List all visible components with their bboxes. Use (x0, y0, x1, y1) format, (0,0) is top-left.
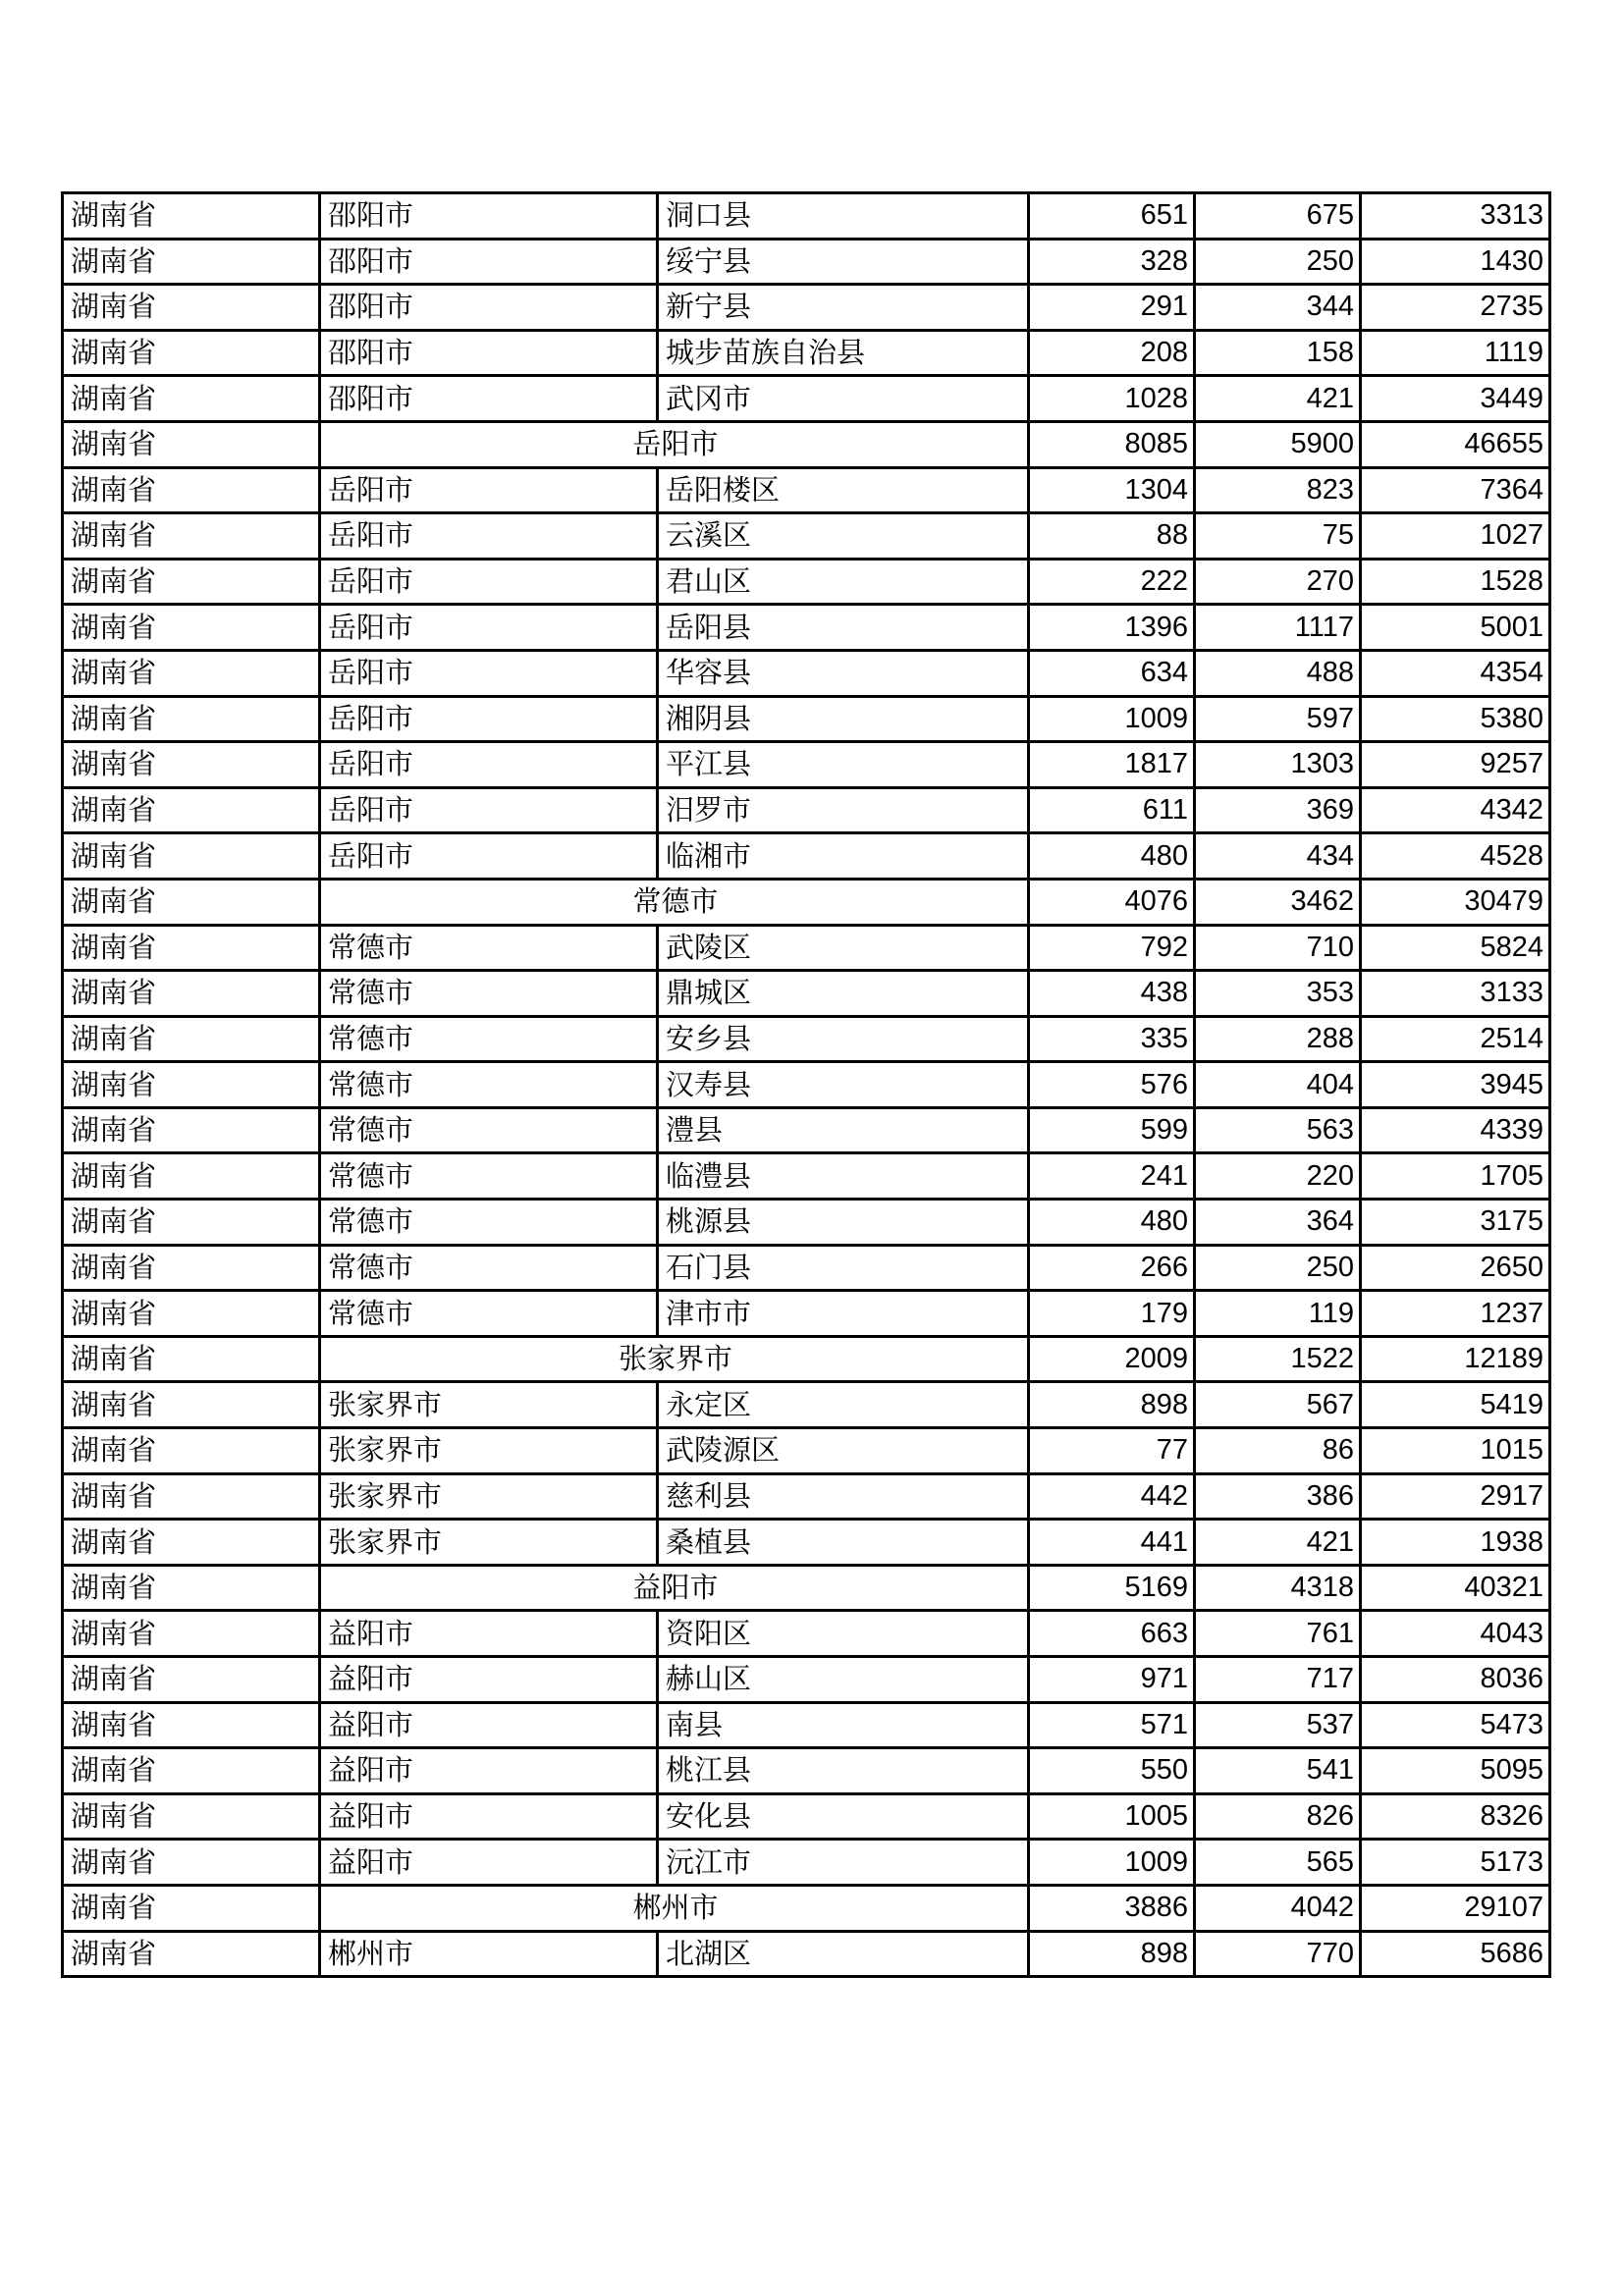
province-cell: 湖南省 (63, 1611, 320, 1657)
city-total-cell: 张家界市 (320, 1336, 1029, 1382)
county-cell: 汉寿县 (658, 1062, 1029, 1108)
table-row (63, 1793, 1550, 1840)
county-cell: 桃源县 (658, 1200, 1029, 1246)
city-cell: 益阳市 (320, 1793, 658, 1840)
value-cell-3: 2735 (1361, 285, 1550, 331)
value-cell-3: 2650 (1361, 1245, 1550, 1291)
province-cell: 湖南省 (63, 559, 320, 605)
table-row (63, 1291, 1550, 1337)
value-cell-1: 1396 (1029, 605, 1195, 651)
city-cell: 张家界市 (320, 1428, 658, 1474)
value-cell-1: 1009 (1029, 1840, 1195, 1886)
value-cell-2: 4042 (1195, 1885, 1361, 1931)
county-cell: 临湘市 (658, 833, 1029, 880)
value-cell-2: 761 (1195, 1611, 1361, 1657)
value-cell-2: 5900 (1195, 421, 1361, 467)
province-cell: 湖南省 (63, 742, 320, 788)
data-table (61, 191, 1551, 1978)
value-cell-1: 1028 (1029, 376, 1195, 422)
table-row (63, 330, 1550, 376)
value-cell-2: 344 (1195, 285, 1361, 331)
table-row (63, 1473, 1550, 1520)
table-row (63, 1062, 1550, 1108)
value-cell-2: 3462 (1195, 879, 1361, 925)
county-cell: 岳阳楼区 (658, 467, 1029, 513)
value-cell-2: 119 (1195, 1291, 1361, 1337)
table-row (63, 285, 1550, 331)
city-total-cell: 常德市 (320, 879, 1029, 925)
province-cell: 湖南省 (63, 1657, 320, 1703)
table-row (63, 650, 1550, 696)
value-cell-1: 8085 (1029, 421, 1195, 467)
value-cell-2: 563 (1195, 1107, 1361, 1153)
value-cell-2: 434 (1195, 833, 1361, 880)
county-cell: 桑植县 (658, 1520, 1029, 1566)
value-cell-3: 5173 (1361, 1840, 1550, 1886)
value-cell-3: 7364 (1361, 467, 1550, 513)
table-row-city-total (63, 879, 1550, 925)
province-cell: 湖南省 (63, 1200, 320, 1246)
value-cell-2: 826 (1195, 1793, 1361, 1840)
value-cell-2: 421 (1195, 1520, 1361, 1566)
value-cell-1: 441 (1029, 1520, 1195, 1566)
value-cell-3: 4528 (1361, 833, 1550, 880)
value-cell-1: 1304 (1029, 467, 1195, 513)
value-cell-3: 40321 (1361, 1565, 1550, 1611)
value-cell-3: 1119 (1361, 330, 1550, 376)
value-cell-1: 442 (1029, 1473, 1195, 1520)
county-cell: 湘阴县 (658, 696, 1029, 742)
city-cell: 益阳市 (320, 1840, 658, 1886)
city-cell: 岳阳市 (320, 833, 658, 880)
county-cell: 安乡县 (658, 1016, 1029, 1062)
value-cell-3: 3449 (1361, 376, 1550, 422)
value-cell-3: 5686 (1361, 1931, 1550, 1977)
province-cell: 湖南省 (63, 1885, 320, 1931)
table-row (63, 696, 1550, 742)
city-cell: 岳阳市 (320, 513, 658, 560)
city-cell: 益阳市 (320, 1702, 658, 1748)
province-cell: 湖南省 (63, 1107, 320, 1153)
value-cell-2: 4318 (1195, 1565, 1361, 1611)
value-cell-2: 710 (1195, 925, 1361, 971)
province-cell: 湖南省 (63, 376, 320, 422)
county-cell: 慈利县 (658, 1473, 1029, 1520)
value-cell-3: 5095 (1361, 1748, 1550, 1794)
city-cell: 岳阳市 (320, 787, 658, 833)
city-cell: 邵阳市 (320, 330, 658, 376)
value-cell-1: 179 (1029, 1291, 1195, 1337)
city-total-cell: 岳阳市 (320, 421, 1029, 467)
value-cell-2: 369 (1195, 787, 1361, 833)
province-cell: 湖南省 (63, 421, 320, 467)
value-cell-1: 792 (1029, 925, 1195, 971)
value-cell-3: 1938 (1361, 1520, 1550, 1566)
county-cell: 武冈市 (658, 376, 1029, 422)
city-cell: 常德市 (320, 1016, 658, 1062)
table-row (63, 971, 1550, 1017)
province-cell: 湖南省 (63, 239, 320, 285)
value-cell-3: 3313 (1361, 193, 1550, 240)
city-cell: 岳阳市 (320, 467, 658, 513)
province-cell: 湖南省 (63, 1153, 320, 1200)
table-row (63, 1428, 1550, 1474)
value-cell-1: 599 (1029, 1107, 1195, 1153)
value-cell-2: 823 (1195, 467, 1361, 513)
value-cell-2: 1303 (1195, 742, 1361, 788)
table-row (63, 1657, 1550, 1703)
city-cell: 常德市 (320, 925, 658, 971)
county-cell: 澧县 (658, 1107, 1029, 1153)
value-cell-1: 291 (1029, 285, 1195, 331)
value-cell-1: 898 (1029, 1382, 1195, 1428)
value-cell-2: 250 (1195, 1245, 1361, 1291)
value-cell-2: 1117 (1195, 605, 1361, 651)
province-cell: 湖南省 (63, 879, 320, 925)
value-cell-1: 571 (1029, 1702, 1195, 1748)
table-row (63, 1200, 1550, 1246)
value-cell-1: 222 (1029, 559, 1195, 605)
province-cell: 湖南省 (63, 1245, 320, 1291)
value-cell-1: 438 (1029, 971, 1195, 1017)
table-row (63, 1153, 1550, 1200)
county-cell: 城步苗族自治县 (658, 330, 1029, 376)
value-cell-1: 5169 (1029, 1565, 1195, 1611)
value-cell-3: 5419 (1361, 1382, 1550, 1428)
province-cell: 湖南省 (63, 833, 320, 880)
value-cell-3: 5824 (1361, 925, 1550, 971)
city-cell: 常德市 (320, 1200, 658, 1246)
city-cell: 益阳市 (320, 1657, 658, 1703)
county-cell: 鼎城区 (658, 971, 1029, 1017)
value-cell-1: 335 (1029, 1016, 1195, 1062)
value-cell-1: 1005 (1029, 1793, 1195, 1840)
value-cell-3: 1705 (1361, 1153, 1550, 1200)
value-cell-3: 5001 (1361, 605, 1550, 651)
value-cell-3: 8036 (1361, 1657, 1550, 1703)
value-cell-1: 611 (1029, 787, 1195, 833)
table-row (63, 467, 1550, 513)
table-row-city-total (63, 1885, 1550, 1931)
city-cell: 岳阳市 (320, 605, 658, 651)
value-cell-2: 270 (1195, 559, 1361, 605)
county-cell: 永定区 (658, 1382, 1029, 1428)
table-row (63, 1107, 1550, 1153)
value-cell-1: 1009 (1029, 696, 1195, 742)
province-cell: 湖南省 (63, 193, 320, 240)
table-row (63, 1931, 1550, 1977)
city-cell: 益阳市 (320, 1748, 658, 1794)
value-cell-1: 480 (1029, 1200, 1195, 1246)
city-cell: 常德市 (320, 1153, 658, 1200)
city-total-cell: 郴州市 (320, 1885, 1029, 1931)
province-cell: 湖南省 (63, 696, 320, 742)
province-cell: 湖南省 (63, 513, 320, 560)
county-cell: 赫山区 (658, 1657, 1029, 1703)
county-cell: 沅江市 (658, 1840, 1029, 1886)
value-cell-2: 86 (1195, 1428, 1361, 1474)
value-cell-3: 5380 (1361, 696, 1550, 742)
table-row (63, 787, 1550, 833)
province-cell: 湖南省 (63, 1520, 320, 1566)
province-cell: 湖南省 (63, 330, 320, 376)
county-cell: 安化县 (658, 1793, 1029, 1840)
city-cell: 常德市 (320, 1107, 658, 1153)
value-cell-2: 717 (1195, 1657, 1361, 1703)
value-cell-1: 77 (1029, 1428, 1195, 1474)
county-cell: 武陵区 (658, 925, 1029, 971)
city-cell: 邵阳市 (320, 193, 658, 240)
table-row-city-total (63, 421, 1550, 467)
city-cell: 岳阳市 (320, 696, 658, 742)
table-row (63, 1611, 1550, 1657)
value-cell-2: 597 (1195, 696, 1361, 742)
value-cell-3: 4342 (1361, 787, 1550, 833)
county-cell: 华容县 (658, 650, 1029, 696)
county-cell: 平江县 (658, 742, 1029, 788)
value-cell-2: 386 (1195, 1473, 1361, 1520)
city-cell: 郴州市 (320, 1931, 658, 1977)
province-cell: 湖南省 (63, 467, 320, 513)
value-cell-1: 88 (1029, 513, 1195, 560)
table-row (63, 193, 1550, 240)
value-cell-1: 2009 (1029, 1336, 1195, 1382)
county-cell: 君山区 (658, 559, 1029, 605)
value-cell-2: 404 (1195, 1062, 1361, 1108)
value-cell-1: 651 (1029, 193, 1195, 240)
value-cell-3: 3133 (1361, 971, 1550, 1017)
city-cell: 邵阳市 (320, 376, 658, 422)
county-cell: 新宁县 (658, 285, 1029, 331)
table-row (63, 1245, 1550, 1291)
city-cell: 常德市 (320, 1291, 658, 1337)
value-cell-2: 220 (1195, 1153, 1361, 1200)
province-cell: 湖南省 (63, 285, 320, 331)
value-cell-2: 770 (1195, 1931, 1361, 1977)
value-cell-1: 266 (1029, 1245, 1195, 1291)
table-row (63, 376, 1550, 422)
table-row (63, 1382, 1550, 1428)
value-cell-3: 8326 (1361, 1793, 1550, 1840)
province-cell: 湖南省 (63, 605, 320, 651)
value-cell-2: 250 (1195, 239, 1361, 285)
county-cell: 石门县 (658, 1245, 1029, 1291)
province-cell: 湖南省 (63, 1473, 320, 1520)
province-cell: 湖南省 (63, 1748, 320, 1794)
city-total-cell: 益阳市 (320, 1565, 1029, 1611)
value-cell-2: 158 (1195, 330, 1361, 376)
province-cell: 湖南省 (63, 1016, 320, 1062)
value-cell-1: 4076 (1029, 879, 1195, 925)
city-cell: 张家界市 (320, 1382, 658, 1428)
value-cell-3: 2917 (1361, 1473, 1550, 1520)
value-cell-1: 241 (1029, 1153, 1195, 1200)
value-cell-3: 29107 (1361, 1885, 1550, 1931)
province-cell: 湖南省 (63, 1931, 320, 1977)
table-row (63, 1702, 1550, 1748)
table-row (63, 1520, 1550, 1566)
province-cell: 湖南省 (63, 1565, 320, 1611)
value-cell-2: 488 (1195, 650, 1361, 696)
value-cell-2: 353 (1195, 971, 1361, 1017)
province-cell: 湖南省 (63, 971, 320, 1017)
county-cell: 绥宁县 (658, 239, 1029, 285)
county-cell: 武陵源区 (658, 1428, 1029, 1474)
table-row (63, 513, 1550, 560)
county-cell: 桃江县 (658, 1748, 1029, 1794)
city-cell: 岳阳市 (320, 742, 658, 788)
county-cell: 云溪区 (658, 513, 1029, 560)
province-cell: 湖南省 (63, 1291, 320, 1337)
value-cell-1: 576 (1029, 1062, 1195, 1108)
county-cell: 资阳区 (658, 1611, 1029, 1657)
value-cell-2: 565 (1195, 1840, 1361, 1886)
province-cell: 湖南省 (63, 1702, 320, 1748)
province-cell: 湖南省 (63, 1382, 320, 1428)
city-cell: 岳阳市 (320, 650, 658, 696)
county-cell: 临澧县 (658, 1153, 1029, 1200)
value-cell-3: 1027 (1361, 513, 1550, 560)
province-cell: 湖南省 (63, 787, 320, 833)
county-cell: 津市市 (658, 1291, 1029, 1337)
value-cell-1: 1817 (1029, 742, 1195, 788)
value-cell-3: 1237 (1361, 1291, 1550, 1337)
province-cell: 湖南省 (63, 925, 320, 971)
value-cell-2: 75 (1195, 513, 1361, 560)
table-body (63, 193, 1550, 1977)
county-cell: 岳阳县 (658, 605, 1029, 651)
table-row (63, 1748, 1550, 1794)
city-cell: 张家界市 (320, 1473, 658, 1520)
value-cell-2: 421 (1195, 376, 1361, 422)
table-row (63, 925, 1550, 971)
city-cell: 常德市 (320, 1062, 658, 1108)
value-cell-1: 663 (1029, 1611, 1195, 1657)
table-row (63, 559, 1550, 605)
value-cell-3: 9257 (1361, 742, 1550, 788)
value-cell-1: 208 (1029, 330, 1195, 376)
value-cell-3: 12189 (1361, 1336, 1550, 1382)
province-cell: 湖南省 (63, 1793, 320, 1840)
value-cell-3: 5473 (1361, 1702, 1550, 1748)
city-cell: 邵阳市 (320, 285, 658, 331)
province-cell: 湖南省 (63, 650, 320, 696)
table-row-city-total (63, 1565, 1550, 1611)
value-cell-1: 971 (1029, 1657, 1195, 1703)
table-row (63, 1016, 1550, 1062)
value-cell-2: 567 (1195, 1382, 1361, 1428)
city-cell: 常德市 (320, 971, 658, 1017)
table-row (63, 833, 1550, 880)
value-cell-1: 898 (1029, 1931, 1195, 1977)
value-cell-1: 480 (1029, 833, 1195, 880)
city-cell: 岳阳市 (320, 559, 658, 605)
value-cell-1: 3886 (1029, 1885, 1195, 1931)
value-cell-1: 328 (1029, 239, 1195, 285)
value-cell-2: 364 (1195, 1200, 1361, 1246)
value-cell-3: 1528 (1361, 559, 1550, 605)
value-cell-2: 288 (1195, 1016, 1361, 1062)
province-cell: 湖南省 (63, 1840, 320, 1886)
table-row (63, 605, 1550, 651)
value-cell-3: 4339 (1361, 1107, 1550, 1153)
value-cell-3: 3945 (1361, 1062, 1550, 1108)
city-cell: 益阳市 (320, 1611, 658, 1657)
value-cell-3: 4354 (1361, 650, 1550, 696)
city-cell: 张家界市 (320, 1520, 658, 1566)
value-cell-1: 634 (1029, 650, 1195, 696)
value-cell-3: 1015 (1361, 1428, 1550, 1474)
value-cell-3: 46655 (1361, 421, 1550, 467)
value-cell-3: 1430 (1361, 239, 1550, 285)
table-row (63, 1840, 1550, 1886)
province-cell: 湖南省 (63, 1428, 320, 1474)
county-cell: 北湖区 (658, 1931, 1029, 1977)
table-row (63, 742, 1550, 788)
value-cell-2: 1522 (1195, 1336, 1361, 1382)
value-cell-1: 550 (1029, 1748, 1195, 1794)
value-cell-3: 3175 (1361, 1200, 1550, 1246)
table-row (63, 239, 1550, 285)
county-cell: 洞口县 (658, 193, 1029, 240)
value-cell-3: 4043 (1361, 1611, 1550, 1657)
value-cell-3: 2514 (1361, 1016, 1550, 1062)
value-cell-2: 537 (1195, 1702, 1361, 1748)
table-row-city-total (63, 1336, 1550, 1382)
city-cell: 邵阳市 (320, 239, 658, 285)
city-cell: 常德市 (320, 1245, 658, 1291)
county-cell: 汨罗市 (658, 787, 1029, 833)
province-cell: 湖南省 (63, 1062, 320, 1108)
value-cell-3: 30479 (1361, 879, 1550, 925)
province-cell: 湖南省 (63, 1336, 320, 1382)
value-cell-2: 541 (1195, 1748, 1361, 1794)
county-cell: 南县 (658, 1702, 1029, 1748)
value-cell-2: 675 (1195, 193, 1361, 240)
